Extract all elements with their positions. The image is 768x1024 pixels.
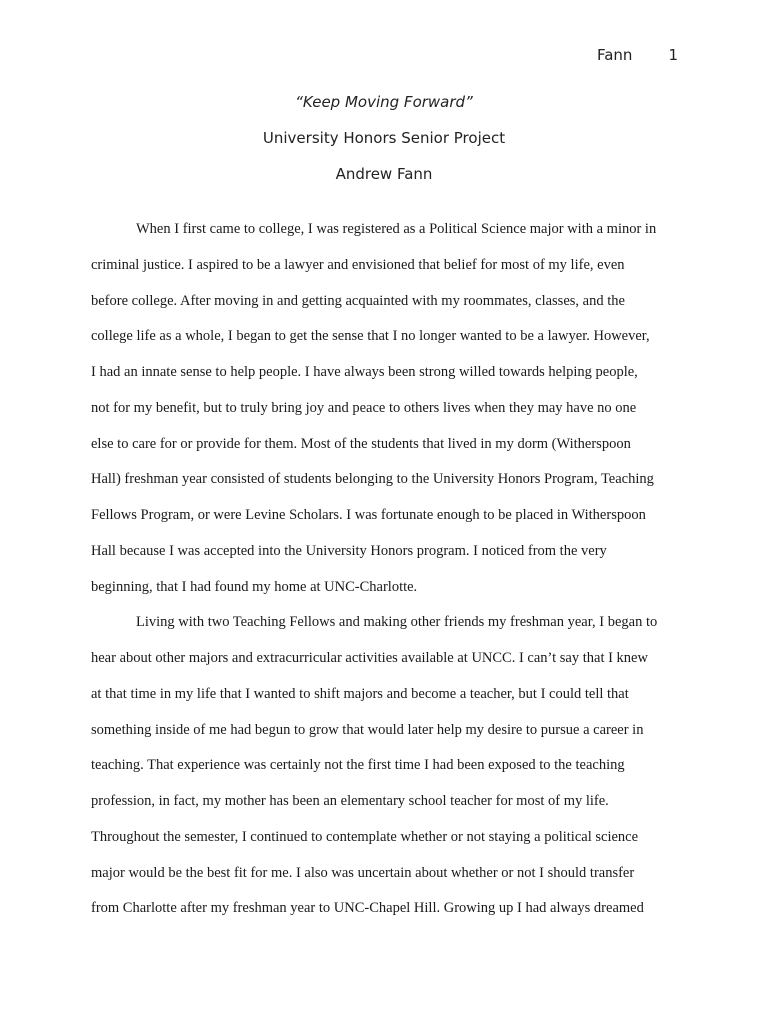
paragraph-line: Living with two Teaching Fellows and making other friends my freshman year, I began to [136, 614, 658, 631]
paragraph-line: hear about other majors and extracurricular activities available at UNCC. I can’t say that I knew [91, 650, 648, 666]
title-block [0, 92, 768, 200]
paragraph-line: Fellows Program, or were Levine Scholars. I was fortunate enough to be placed in Witherspoon [91, 507, 646, 523]
paragraph-line: teaching. That experience was certainly not the first time I had been exposed to the teaching [91, 757, 625, 774]
paragraph-line: Hall because I was accepted into the University Honors program. I noticed from the very [91, 542, 607, 559]
paragraph-line: not for my benefit, but to truly bring joy and peace to others lives when they may have no one [91, 399, 637, 416]
paragraph-line: something inside of me had begun to grow that would later help my desire to pursue a career in [91, 721, 644, 738]
running-header [597, 46, 678, 64]
essay-title: “Keep Moving Forward” [295, 93, 473, 111]
essay-author: Andrew Fann [335, 165, 433, 183]
paragraph-line: When I first came to college, I was registered as a Political Science major with a minor in [136, 221, 657, 237]
paragraph-line: criminal justice. I aspired to be a lawyer and envisioned that belief for most of my life, even [91, 256, 625, 273]
header-author-surname: Fann [596, 46, 633, 64]
paragraph-line: else to care for or provide for them. Most of the students that lived in my dorm (Witherspoon [91, 435, 631, 452]
paragraph-line: beginning, that I had found my home at UNC-Charlotte. [91, 578, 418, 595]
paragraph-line: major would be the best fit for me. I also was uncertain about whether or not I should transfer [91, 864, 635, 881]
essay-subtitle: University Honors Senior Project [262, 129, 506, 147]
paragraph-line: I had an innate sense to help people. I have always been strong willed towards helping people, [91, 364, 638, 380]
body-text [91, 218, 691, 933]
paragraph-line: at that time in my life that I wanted to shift majors and become a teacher, but I could tell that [91, 685, 629, 702]
paragraph-line: Throughout the semester, I continued to contemplate whether or not staying a political science [91, 828, 639, 845]
paragraph-line: profession, in fact, my mother has been an elementary school teacher for most of my life. [91, 793, 609, 809]
paragraph-line: before college. After moving in and getting acquainted with my roommates, classes, and the [91, 292, 625, 309]
paragraph-line: Hall) freshman year consisted of students belonging to the University Honors Program, Teaching [91, 471, 654, 488]
paragraph-line: from Charlotte after my freshman year to UNC-Chapel Hill. Growing up I had always dreamed [91, 900, 644, 917]
paragraph-line: college life as a whole, I began to get the sense that I no longer wanted to be a lawyer. However, [91, 328, 650, 345]
page-number: 1 [668, 46, 678, 64]
